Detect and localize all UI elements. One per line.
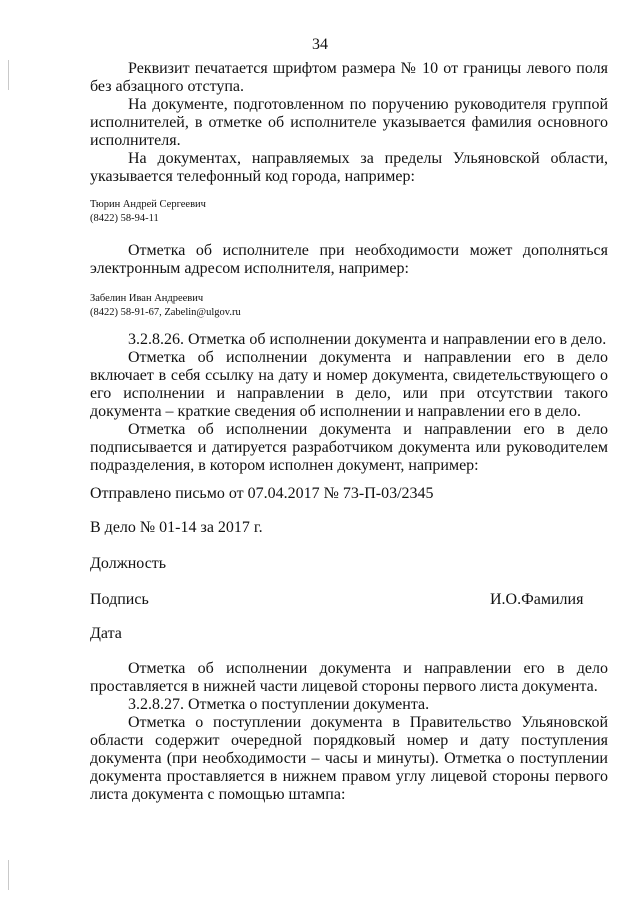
example-sent-letter: Отправлено письмо от 07.04.2017 № 73-П-03/2345 (90, 485, 434, 502)
example-date: Дата (90, 625, 122, 642)
paragraph-email-addition: Отметка об исполнителе при необходимости может дополняться электронным адресом исполнителя, например: (90, 242, 608, 277)
paragraph-requisite-font: Реквизит печатается шрифтом размера № 10 от границы левого поля без абзацного отступа. (90, 60, 608, 95)
example-position: Должность (90, 555, 167, 572)
paragraph-execution-placement: Отметка об исполнении документа и направлении его в дело проставляется в нижней части лицевой стороны первого листа документа. (90, 660, 608, 695)
example-executor-phone: (8422) 58-94-11 (90, 213, 159, 224)
scan-artifact-left (8, 60, 9, 90)
paragraph-group-executors: На документе, подготовленном по поручению руководителя группой исполнителей, в отметке об исполнителе указывается фамилия основного исполнителя. (90, 96, 608, 149)
example-executor2-name: Забелин Иван Андреевич (90, 293, 204, 304)
scan-artifact-bottom (8, 860, 9, 890)
example-signature: Подпись (90, 591, 149, 608)
example-executor2-contact: (8422) 58-91-67, Zabelin@ulgov.ru (90, 307, 241, 318)
example-file-number: В дело № 01-14 за 2017 г. (90, 519, 263, 536)
example-full-name: И.О.Фамилия (490, 591, 584, 608)
example-executor-name: Тюрин Андрей Сергеевич (90, 199, 206, 210)
page-number: 34 (312, 36, 328, 53)
paragraph-receipt-mark: Отметка о поступлении документа в Правительство Ульяновской области содержит очередной порядковый номер и дату поступления документа (при необходимости – часы и минуты). Отметка о поступлении документа проставляется в нижнем правом углу лицевой стороны первого листа документа с помощью штампа: (90, 714, 608, 803)
section-heading-3-2-8-26: 3.2.8.26. Отметка об исполнении документа и направлении его в дело. (128, 331, 607, 348)
paragraph-execution-mark: Отметка об исполнении документа и направлении его в дело включает в себя ссылку на дату и номер документа, свидетельствующего о его исполнении и направлении в дело, или при отсутствии такого документа – краткие сведения об исполнении и направлении его в дело. (90, 349, 608, 420)
paragraph-phone-code: На документах, направляемых за пределы Ульяновской области, указывается телефонный код города, например: (90, 150, 608, 185)
section-heading-3-2-8-27: 3.2.8.27. Отметка о поступлении документа. (128, 696, 430, 713)
paragraph-execution-signing: Отметка об исполнении документа и направлении его в дело подписывается и датируется разработчиком документа или руководителем подразделения, в котором исполнен документ, например: (90, 421, 608, 474)
